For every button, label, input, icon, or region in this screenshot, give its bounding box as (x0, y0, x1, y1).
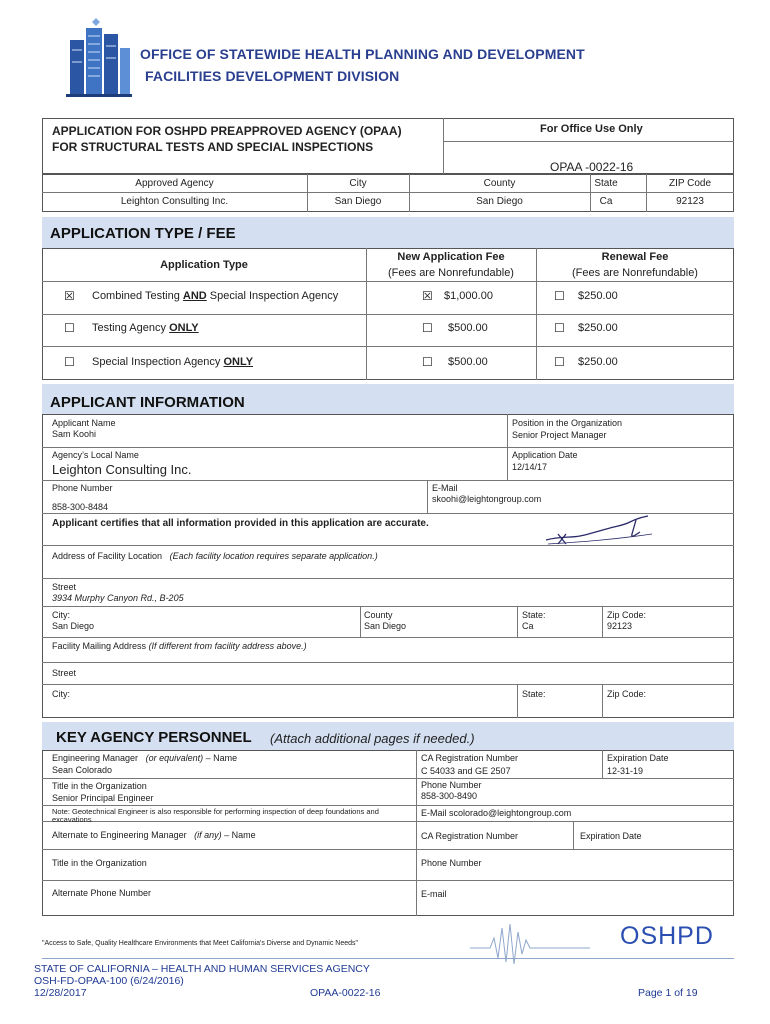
alt-expiration-label[interactable]: Expiration Date (580, 831, 642, 841)
agency-state-value: Ca (599, 196, 613, 207)
eng-title-label: Title in the Organization (52, 781, 147, 791)
footer-form-id: OSH-FD-OPAA-100 (6/24/2016) (34, 975, 184, 987)
alt-title-label[interactable]: Title in the Organization (52, 858, 147, 868)
street-value[interactable]: 3934 Murphy Canyon Rd., B-205 (52, 593, 184, 603)
expiration-label: Expiration Date (607, 753, 669, 763)
col-renew-fee-title: Renewal Fee (601, 251, 669, 263)
eng-phone-value[interactable]: 858-300-8490 (421, 791, 478, 801)
renew-fee-checkbox-combined[interactable]: ☐ (554, 289, 565, 303)
agency-name-value: Leighton Consulting Inc. (120, 196, 229, 207)
zip-label: Zip Code: (607, 610, 647, 620)
city-value[interactable]: San Diego (52, 621, 95, 631)
type-checkbox-testing[interactable]: ☐ (64, 321, 75, 335)
email-label: E-Mail (432, 483, 458, 493)
header-title-line1: OFFICE OF STATEWIDE HEALTH PLANNING AND DEVELOPMENT (140, 46, 585, 62)
alt-phone-label[interactable]: Phone Number (421, 858, 482, 868)
eng-manager-value[interactable]: Sean Colorado (52, 765, 113, 775)
email-value[interactable]: skoohi@leightongroup.com (432, 494, 542, 504)
alt-ca-reg-label[interactable]: CA Registration Number (421, 831, 519, 841)
applicant-info-title: APPLICANT INFORMATION (50, 394, 245, 411)
col-renew-fee-note: (Fees are Nonrefundable) (572, 267, 698, 279)
phone-label: Phone Number (52, 483, 113, 493)
form-title-line2: FOR STRUCTURAL TESTS AND SPECIAL INSPECTIONS (52, 140, 374, 154)
footer-date: 12/28/2017 (34, 987, 87, 999)
agency-zip-value: 92123 (676, 196, 704, 207)
eng-email[interactable]: E-Mail scolorado@leightongroup.com (421, 808, 572, 818)
oshpd-brand: OSHPD (620, 922, 714, 950)
col-new-fee-note: (Fees are Nonrefundable) (388, 267, 514, 279)
personnel-note: (Attach additional pages if needed.) (270, 731, 475, 746)
footer-page-number: Page 1 of 19 (638, 987, 698, 999)
header-title-line2: FACILITIES DEVELOPMENT DIVISION (145, 68, 400, 84)
renew-fee-combined: $250.00 (578, 290, 618, 302)
street-label: Street (52, 582, 77, 592)
new-fee-combined: $1,000.00 (444, 290, 493, 302)
mailing-address-label: Facility Mailing Address (If different from facility address above.) (52, 641, 307, 651)
state-label: State: (522, 610, 546, 620)
agency-col-header-county: County (483, 178, 516, 189)
footer-agency: STATE OF CALIFORNIA – HEALTH AND HUMAN SERVICES AGENCY (34, 963, 370, 975)
oshpd-logo (62, 18, 134, 98)
city-label: City: (52, 610, 70, 620)
application-type-title: APPLICATION TYPE / FEE (50, 225, 236, 242)
footer-motto: "Access to Safe, Quality Healthcare Environments that Meet California's Diverse and Dynamic Needs" (42, 940, 358, 947)
county-value[interactable]: San Diego (364, 621, 407, 631)
agency-county-value: San Diego (476, 196, 523, 207)
agency-col-header-city: City (349, 178, 367, 189)
footer-doc-id: OPAA-0022-16 (310, 987, 381, 999)
county-label: County (364, 610, 393, 620)
agency-col-header-zip: ZIP Code (668, 178, 712, 189)
local-name-value[interactable]: Leighton Consulting Inc. (52, 462, 192, 477)
new-fee-checkbox-testing[interactable]: ☐ (422, 321, 433, 335)
renew-fee-checkbox-special[interactable]: ☐ (554, 355, 565, 369)
renew-fee-special: $250.00 (578, 356, 618, 368)
col-application-type: Application Type (160, 259, 248, 271)
mailing-zip-label[interactable]: Zip Code: (607, 689, 647, 699)
phone-value[interactable]: 858-300-8484 (52, 502, 109, 512)
waveform-graphic (470, 918, 590, 968)
new-fee-checkbox-special[interactable]: ☐ (422, 355, 433, 369)
renew-fee-checkbox-testing[interactable]: ☐ (554, 321, 565, 335)
personnel-title: KEY AGENCY PERSONNEL (56, 729, 252, 746)
new-fee-checkbox-combined[interactable]: ☒ (422, 289, 433, 303)
form-title-line1: APPLICATION FOR OSHPD PREAPPROVED AGENCY (OPAA) (52, 124, 402, 138)
eng-phone-label: Phone Number (421, 780, 482, 790)
application-date-label: Application Date (512, 450, 578, 460)
agency-col-header-name: Approved Agency (135, 178, 214, 189)
position-label: Position in the Organization (512, 418, 623, 428)
applicant-name-value[interactable]: Sam Koohi (52, 429, 97, 439)
ca-reg-label: CA Registration Number (421, 753, 519, 763)
opaa-number: OPAA -0022-16 (550, 160, 634, 174)
state-value[interactable]: Ca (522, 621, 534, 631)
applicant-info-box (42, 414, 734, 718)
renew-fee-testing: $250.00 (578, 322, 618, 334)
type-label-testing: Testing Agency ONLY (92, 322, 199, 334)
applicant-name-label: Applicant Name (52, 418, 116, 428)
expiration-value[interactable]: 12-31-19 (607, 766, 644, 776)
agency-col-header-state: State (594, 178, 618, 189)
position-value[interactable]: Senior Project Manager (512, 430, 607, 440)
agency-city-value: San Diego (334, 196, 382, 207)
type-checkbox-combined[interactable]: ☒ (64, 289, 75, 303)
type-checkbox-special[interactable]: ☐ (64, 355, 75, 369)
ca-reg-value[interactable]: C 54033 and GE 2507 (421, 766, 511, 776)
eng-title-value[interactable]: Senior Principal Engineer (52, 793, 154, 803)
mailing-state-label[interactable]: State: (522, 689, 546, 699)
type-label-combined: Combined Testing AND Special Inspection Agency (92, 290, 339, 302)
zip-value[interactable]: 92123 (607, 621, 633, 631)
application-date-value[interactable]: 12/14/17 (512, 462, 548, 472)
certify-statement: Applicant certifies that all information provided in this application are accurate. (52, 518, 429, 529)
alt-email-label[interactable]: E-mail (421, 889, 447, 899)
mailing-street-label[interactable]: Street (52, 668, 77, 678)
geotech-note: Note: Geotechnical Engineer is also responsible for performing inspection of deep foundations and excavations (52, 807, 379, 824)
office-use-label: For Office Use Only (540, 123, 643, 135)
alt-alt-phone-label[interactable]: Alternate Phone Number (52, 888, 152, 898)
address-label: Address of Facility Location (Each facility location requires separate application.) (52, 551, 378, 561)
alt-manager-label: Alternate to Engineering Manager (if any) – Name (52, 830, 256, 840)
mailing-city-label[interactable]: City: (52, 689, 70, 699)
eng-manager-label: Engineering Manager (or equivalent) – Name (52, 753, 238, 763)
local-name-label: Agency’s Local Name (52, 450, 139, 460)
col-new-fee-title: New Application Fee (397, 251, 505, 263)
applicant-signature (540, 514, 660, 550)
type-label-special: Special Inspection Agency ONLY (92, 356, 254, 368)
new-fee-testing: $500.00 (448, 322, 488, 334)
new-fee-special: $500.00 (448, 356, 488, 368)
